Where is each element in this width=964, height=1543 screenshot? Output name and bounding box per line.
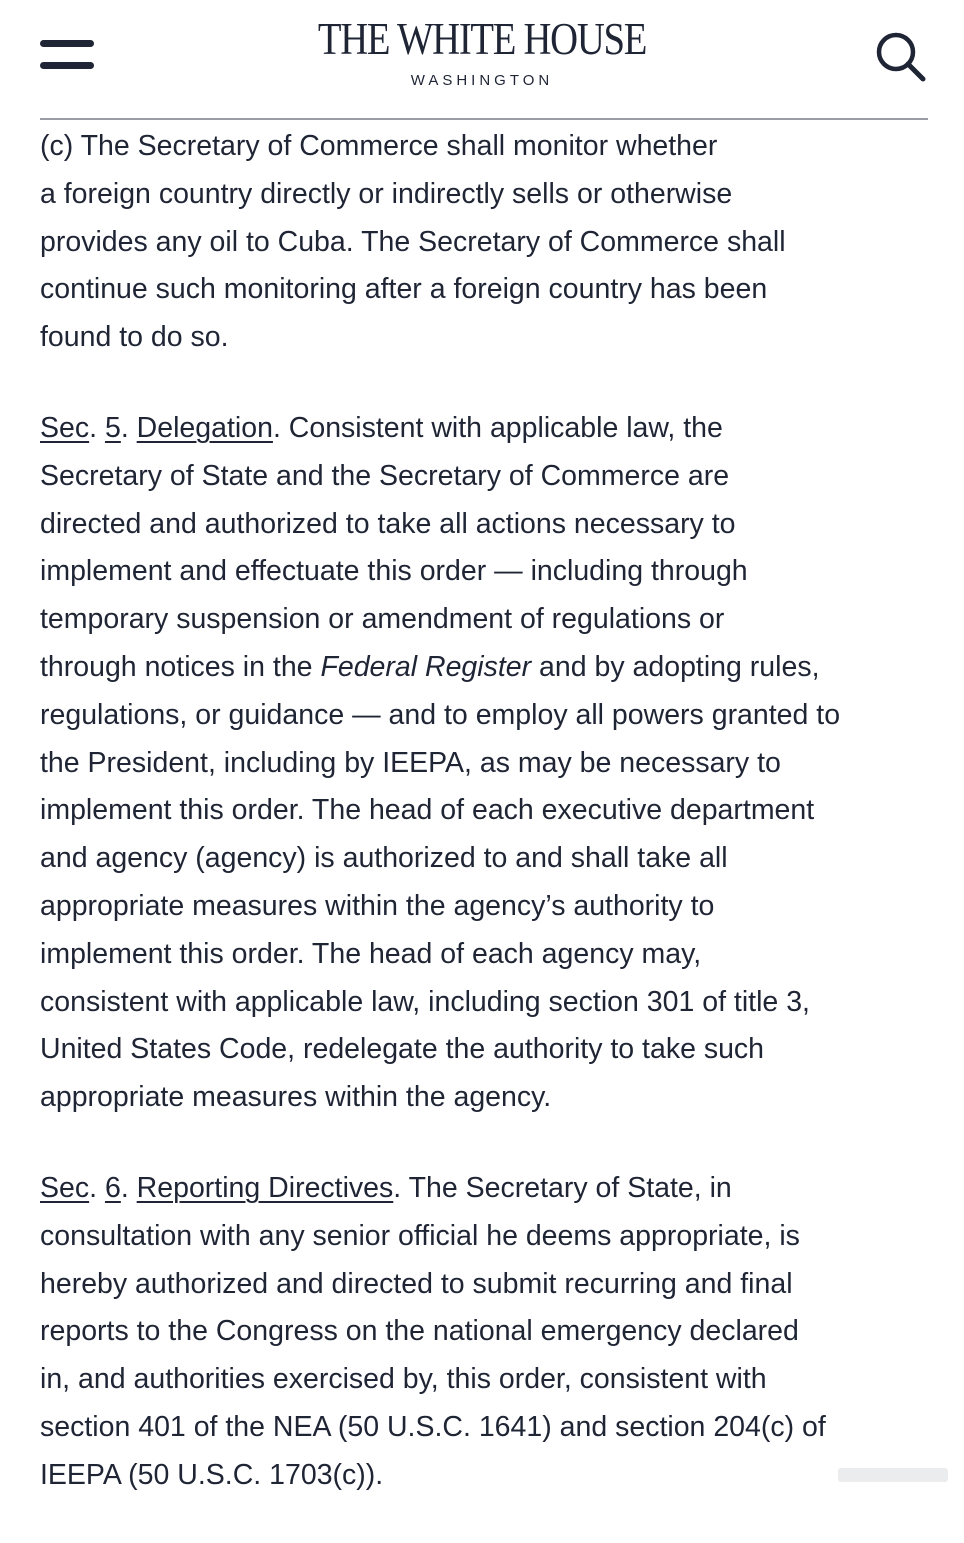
text-line: (c) The Secretary of Commerce shall monitor whether	[40, 130, 718, 162]
section-label: Sec	[40, 1171, 90, 1204]
text-line: provides any oil to Cuba. The Secretary of Commerce shall	[40, 225, 786, 258]
section-5	[40, 405, 940, 1122]
text-line: hereby authorized and directed to submit recurring and final	[40, 1267, 793, 1300]
section-number: 6	[104, 1171, 121, 1204]
search-icon[interactable]	[872, 28, 928, 84]
text-line: appropriate measures within the agency’s authority to	[40, 889, 715, 922]
text-line	[40, 644, 940, 692]
section-5-first-line: Sec. 5. Delegation. Consistent with applicable law, the	[40, 411, 723, 444]
site-subtitle: WASHINGTON	[410, 72, 554, 89]
text-line: section 401 of the NEA (50 U.S.C. 1641) and section 204(c) of	[40, 1410, 826, 1443]
text-fragment: through notices in the	[40, 650, 321, 683]
section-label: Sec	[40, 411, 90, 444]
menu-bar-bottom	[40, 62, 94, 69]
text-line: implement this order. The head of each executive department	[40, 794, 815, 827]
watermark-glyph	[836, 1462, 956, 1488]
text-line: consultation with any senior official he deems appropriate, is	[40, 1219, 800, 1252]
hamburger-menu-icon[interactable]	[40, 40, 94, 70]
section-heading: Delegation	[136, 411, 273, 444]
text-fragment: . Consistent with applicable law, the	[272, 411, 723, 444]
text-line: reports to the Congress on the national emergency declared	[40, 1315, 799, 1348]
federal-register-title: Federal Register	[320, 650, 532, 683]
text-fragment: . The Secretary of State, in	[393, 1171, 732, 1204]
text-line: consistent with applicable law, including section 301 of title 3,	[40, 985, 810, 1018]
text-line: IEEPA (50 U.S.C. 1703(c)).	[40, 1458, 384, 1491]
text-line: found to do so.	[40, 321, 229, 354]
text-line: a foreign country directly or indirectly sells or otherwise	[40, 177, 733, 210]
text-line: in, and authorities exercised by, this order, consistent with	[40, 1363, 767, 1396]
document-body	[40, 123, 940, 1543]
section-heading: Reporting Directives	[136, 1171, 394, 1204]
site-title: THE WHITE HOUSE	[317, 14, 647, 64]
text-line: regulations, or guidance — and to employ all powers granted to	[40, 698, 841, 731]
text-fragment: and by adopting rules,	[531, 650, 820, 683]
text-line: implement and effectuate this order — including through	[40, 555, 748, 588]
text-line: continue such monitoring after a foreign country has been	[40, 273, 768, 306]
site-header	[0, 0, 964, 120]
text-line: the President, including by IEEPA, as may be necessary to	[40, 746, 781, 779]
text-line: implement this order. The head of each agency may,	[40, 937, 702, 970]
text-line: appropriate measures within the agency.	[40, 1081, 552, 1114]
text-line: directed and authorized to take all actions necessary to	[40, 507, 736, 540]
section-number: 5	[104, 411, 121, 444]
text-line: United States Code, redelegate the authority to take such	[40, 1033, 765, 1066]
section-6-first-line: Sec. 6. Reporting Directives. The Secretary of State, in	[40, 1171, 732, 1204]
section-6	[40, 1165, 940, 1500]
subsection-c	[40, 123, 940, 362]
header-divider	[40, 118, 928, 120]
menu-bar-top	[40, 40, 94, 47]
text-line: Secretary of State and the Secretary of Commerce are	[40, 459, 730, 492]
site-logo[interactable]	[282, 12, 682, 90]
text-line: and agency (agency) is authorized to and shall take all	[40, 842, 728, 875]
text-line: temporary suspension or amendment of regulations or	[40, 603, 725, 636]
